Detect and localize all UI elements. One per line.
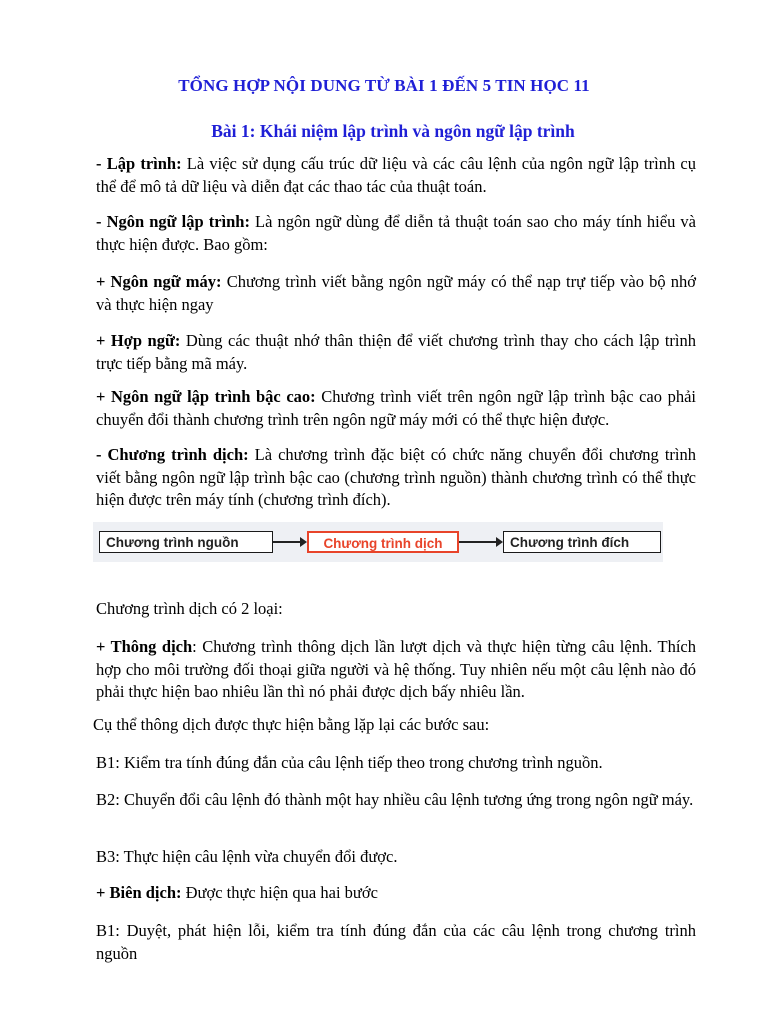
arrow-icon [273, 541, 305, 543]
paragraph-text: B2: Chuyển đổi câu lệnh đó thành một hay nhiều câu lệnh tương ứng trong ngôn ngữ máy. [96, 790, 694, 809]
paragraph-hop-ngu [96, 330, 696, 375]
paragraph-chuong-trinh-dich [96, 444, 696, 512]
paragraph-b3 [96, 846, 696, 869]
document-title: TỔNG HỢP NỘI DUNG TỪ BÀI 1 ĐẾN 5 TIN HỌC 11 [178, 76, 590, 95]
paragraph-text: Cụ thể thông dịch được thực hiện bằng lặp lại các bước sau: [93, 715, 490, 734]
paragraph-text: Chương trình viết bằng ngôn ngữ máy có thể nạp trự tiếp vào bộ nhớ và thực hiện ngay [96, 272, 696, 314]
translation-diagram [93, 522, 663, 562]
paragraph-bien-dich [96, 882, 696, 905]
paragraph-b2 [96, 789, 696, 812]
paragraph-text: Dùng các thuật nhớ thân thiện để viết chương trình thay cho cách lập trình trực tiếp bằng mã máy. [96, 331, 696, 373]
paragraph-text: Là chương trình đặc biệt có chức năng chuyển đổi chương trình viết bằng ngôn ngữ lập trình bậc cao (chương trình nguồn) thành chương trình có thể thực hiện được trên máy tính (chương trình đích). [96, 445, 696, 509]
paragraph-text: Được thực hiện qua hai bước [181, 883, 378, 902]
paragraph-cac-buoc [93, 714, 693, 737]
term-label: + Ngôn ngữ lập trình bậc cao: [96, 387, 316, 406]
paragraph-text: : Chương trình thông dịch lần lượt dịch và thực hiện từng câu lệnh. Thích hợp cho môi trường đối thoại giữa người và hệ thống. Tuy nhiên nếu một câu lệnh nào đó phải thực hiện bao nhiêu lần thì nó phải được dịch bấy nhiêu lần. [96, 637, 696, 701]
paragraph-text: Là ngôn ngữ dùng để diễn tả thuật toán sao cho máy tính hiểu và thực hiện được. Bao gồm: [96, 212, 696, 254]
paragraph-ngon-ngu-lap-trinh [96, 211, 696, 256]
term-label: + Hợp ngữ: [96, 331, 181, 350]
paragraph-hai-loai [96, 598, 696, 621]
term-label: - Lập trình: [96, 154, 182, 173]
term-label: - Chương trình dịch: [96, 445, 249, 464]
source-program-box: Chương trình nguồn [99, 531, 273, 553]
paragraph-text: Chương trình viết trên ngôn ngữ lập trình bậc cao phải chuyển đổi thành chương trình trên ngôn ngữ máy mới có thể thực hiện được. [96, 387, 696, 429]
translator-box: Chương trình dịch [307, 531, 459, 553]
lesson-heading: Bài 1: Khái niệm lập trình và ngôn ngữ lập trình [211, 121, 575, 141]
term-label: + Biên dịch: [96, 883, 182, 902]
term-label: - Ngôn ngữ lập trình: [96, 212, 250, 231]
paragraph-text: B1: Duyệt, phát hiện lỗi, kiểm tra tính đúng đắn của các câu lệnh trong chương trình nguồn [96, 921, 696, 963]
paragraph-bien-dich-b1 [96, 920, 696, 965]
paragraph-bac-cao [96, 386, 696, 431]
term-label: + Ngôn ngữ máy: [96, 272, 222, 291]
paragraph-text: Là việc sử dụng cấu trúc dữ liệu và các câu lệnh của ngôn ngữ lập trình cụ thể để mô tả dữ liệu và diễn đạt các thao tác của thuật toán. [96, 154, 696, 196]
paragraph-lap-trinh [96, 153, 696, 198]
paragraph-text: B3: Thực hiện câu lệnh vừa chuyển đổi được. [96, 847, 398, 866]
paragraph-b1 [96, 752, 696, 775]
arrow-icon [459, 541, 501, 543]
target-program-box: Chương trình đích [503, 531, 661, 553]
paragraph-ngon-ngu-may [96, 271, 696, 316]
paragraph-text: Chương trình dịch có 2 loại: [96, 599, 283, 618]
paragraph-text: B1: Kiểm tra tính đúng đắn của câu lệnh tiếp theo trong chương trình nguồn. [96, 753, 603, 772]
paragraph-thong-dich [96, 636, 696, 704]
term-label: + Thông dịch [96, 637, 193, 656]
